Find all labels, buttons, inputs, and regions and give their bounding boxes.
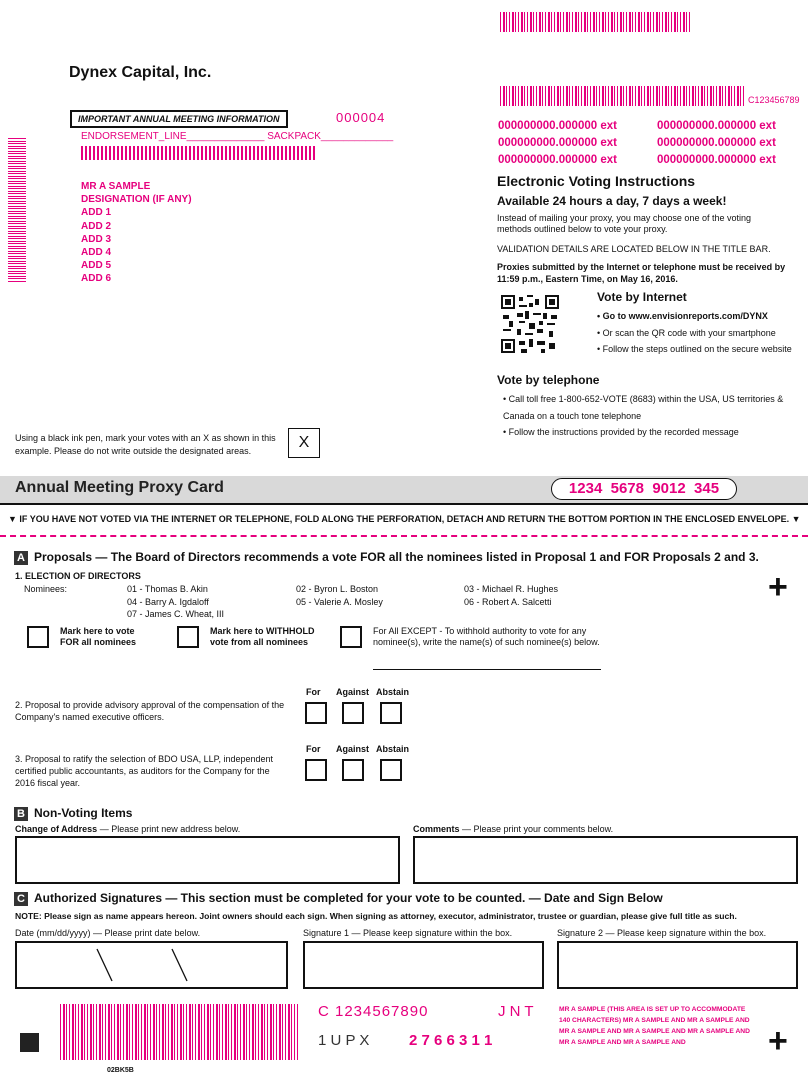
footer-plus-icon: + <box>768 1022 788 1060</box>
internet-items: • Go to www.envisionreports.com/DYNX • Or scan the QR code with your smartphone • Follow the steps outlined on the secure website <box>597 308 792 358</box>
comments-input[interactable] <box>413 836 798 884</box>
date-label: Date (mm/dd/yyyy) — Please print date below. <box>15 928 201 938</box>
form-code: 02BK5B <box>107 1067 134 1074</box>
nominee-01: 01 - Thomas B. Akin <box>127 584 208 594</box>
proposal-1-label: 1. ELECTION OF DIRECTORS <box>15 571 141 581</box>
withhold-all-label: Mark here to WITHHOLD vote from all nominees <box>210 626 315 647</box>
col-abstain-header: Abstain <box>376 687 410 697</box>
signature-2-label: Signature 2 — Please keep signature within the box. <box>557 928 767 938</box>
p3-against-checkbox[interactable] <box>342 759 364 781</box>
account-barcode <box>500 86 744 106</box>
voting-intro: Instead of mailing your proxy, you may choose one of the voting methods outlined below to vote your proxy. <box>497 213 751 234</box>
ext-lines: 000000000.000000 ext 000000000.000000 ext 000000000.000000 ext 000000000.000000 ext 000000000.000000 ext 000000000.000000 ext <box>498 120 776 166</box>
section-a-header: A Proposals — The Board of Directors recommends a vote FOR all the nominees listed in Proposal 1 and FOR Proposals 2 and 3. <box>14 550 759 565</box>
internet-url-item[interactable]: • Go to www.envisionreports.com/DYNX <box>597 311 768 321</box>
side-barcode <box>8 138 26 282</box>
p2-against-checkbox[interactable] <box>342 702 364 724</box>
col-for-header: For <box>306 687 321 697</box>
except-nominee-line[interactable] <box>373 669 601 670</box>
footer-code: C 1234567890 <box>318 1003 429 1020</box>
p3-abstain-checkbox[interactable] <box>380 759 402 781</box>
for-all-except-checkbox[interactable] <box>340 626 362 648</box>
comments-label: Comments — Please print your comments below. <box>413 824 614 834</box>
vote-for-all-checkbox[interactable] <box>27 626 49 648</box>
change-address-input[interactable] <box>15 836 400 884</box>
title-bar-rule <box>0 503 808 505</box>
proposal-3-text: 3. Proposal to ratify the selection of BDO USA, LLP, independent certified public accountants, as auditors for the Company for the 2016 fiscal year. <box>15 754 273 788</box>
withhold-all-checkbox[interactable] <box>177 626 199 648</box>
col-for-header-p3: For <box>306 744 321 754</box>
validation-note: VALIDATION DETAILS ARE LOCATED BELOW IN THE TITLE BAR. <box>497 244 771 254</box>
footer-number: 2 7 6 6 3 1 1 <box>409 1032 493 1049</box>
card-number: 1234 5678 9012 345 <box>551 478 737 500</box>
footer-barcode <box>60 1004 298 1060</box>
sequence-number: 000004 <box>336 110 386 125</box>
signature-1-input[interactable] <box>303 941 544 989</box>
ink-instruction: Using a black ink pen, mark your votes with an X as shown in this example. Please do not write outside the designated areas. <box>15 433 276 456</box>
card-title: Annual Meeting Proxy Card <box>15 479 224 496</box>
internet-title: Vote by Internet <box>597 290 687 304</box>
signature-1-label: Signature 1 — Please keep signature within the box. <box>303 928 513 938</box>
important-box: IMPORTANT ANNUAL MEETING INFORMATION <box>70 110 288 128</box>
endorsement-line: ENDORSEMENT_LINE______________ SACKPACK_____________ <box>81 131 394 142</box>
proposal-2-text: 2. Proposal to provide advisory approval of the compensation of the Company's named executive officers. <box>15 700 285 722</box>
example-mark-box: X <box>288 428 320 458</box>
phone-title: Vote by telephone <box>497 373 600 387</box>
footer-upx: 1 U P X <box>318 1032 370 1049</box>
account-code: C123456789 <box>748 95 800 105</box>
nominee-04: 04 - Barry A. Igdaloff <box>127 597 209 607</box>
section-c-header: C Authorized Signatures — This section must be completed for your vote to be counted. — Date and Sign Below <box>14 891 663 906</box>
date-slash-icons <box>17 943 286 987</box>
for-all-except-label: For All EXCEPT - To withhold authority to vote for any nominee(s), write the name(s) of such nominee(s) below. <box>373 626 600 647</box>
signature-note: NOTE: Please sign as name appears hereon. Joint owners should each sign. When signing as attorney, executor, administrator, trustee or guardian, please give full title as such. <box>15 911 737 921</box>
col-against-header: Against <box>336 687 370 697</box>
p3-for-checkbox[interactable] <box>305 759 327 781</box>
footer-sample-text: MR A SAMPLE (THIS AREA IS SET UP TO ACCOMMODATE 140 CHARACTERS) MR A SAMPLE AND MR A SAMPLE AND MR A SAMPLE AND MR A SAMPLE AND MR A SAMPLE AND MR A SAMPLE AND MR A SAMPLE AND <box>559 1006 750 1046</box>
deadline-note: Proxies submitted by the Internet or telephone must be received by 11:59 p.m., Eastern Time, on May 16, 2016. <box>497 262 786 284</box>
p2-for-checkbox[interactable] <box>305 702 327 724</box>
fold-instruction: ▼ IF YOU HAVE NOT VOTED VIA THE INTERNET OR TELEPHONE, FOLD ALONG THE PERFORATION, DETACH AND RETURN THE BOTTOM PORTION IN THE ENCLOSED ENVELOPE. ▼ <box>8 514 801 524</box>
top-barcode <box>500 12 692 32</box>
nominee-05: 05 - Valerie A. Mosley <box>296 597 383 607</box>
change-address-label: Change of Address — Please print new address below. <box>15 824 241 834</box>
company-name: Dynex Capital, Inc. <box>69 64 212 81</box>
registration-plus-icon: + <box>768 568 788 606</box>
phone-items: • Call toll free 1-800-652-VOTE (8683) within the USA, US territories & Canada on a touch tone telephone • Follow the instructions provided by the recorded message <box>503 394 784 437</box>
vote-for-all-label: Mark here to vote FOR all nominees <box>60 626 137 647</box>
voting-title: Electronic Voting Instructions <box>497 173 696 189</box>
date-input[interactable] <box>15 941 288 989</box>
col-abstain-header-p3: Abstain <box>376 744 410 754</box>
p2-abstain-checkbox[interactable] <box>380 702 402 724</box>
footer-square-icon <box>20 1033 39 1052</box>
section-b-header: B Non-Voting Items <box>14 806 132 821</box>
nominee-07: 07 - James C. Wheat, III <box>127 609 225 619</box>
nominee-06: 06 - Robert A. Salcetti <box>464 597 552 607</box>
voting-subtitle: Available 24 hours a day, 7 days a week! <box>497 194 727 208</box>
nominee-02: 02 - Byron L. Boston <box>296 584 379 594</box>
nominees-label: Nominees: <box>24 584 68 594</box>
perforation-line <box>0 535 808 537</box>
col-against-header-p3: Against <box>336 744 370 754</box>
postnet-barcode <box>81 146 317 160</box>
nominee-03: 03 - Michael R. Hughes <box>464 584 559 594</box>
qr-code-icon <box>501 295 559 353</box>
signature-2-input[interactable] <box>557 941 798 989</box>
mailing-address: MR A SAMPLE DESIGNATION (IF ANY) ADD 1 ADD 2 ADD 3 ADD 4 ADD 5 ADD 6 <box>81 181 192 285</box>
footer-jnt: J N T <box>498 1003 534 1020</box>
